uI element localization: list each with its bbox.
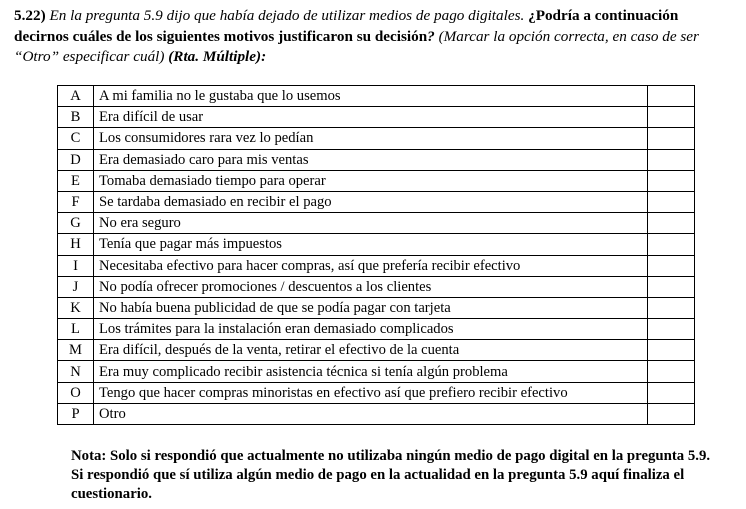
option-text: Era muy complicado recibir asistencia técnica si tenía algún problema (94, 361, 648, 382)
option-row-l (58, 319, 695, 340)
option-row-o (58, 382, 695, 403)
option-answer-cell[interactable] (648, 234, 695, 255)
question-number: 5.22) (14, 7, 46, 24)
option-row-m (58, 340, 695, 361)
options-table (57, 85, 695, 425)
option-text: No había buena publicidad de que se podía pagar con tarjeta (94, 297, 648, 318)
option-row-g (58, 213, 695, 234)
option-letter: H (58, 234, 94, 255)
option-text: Los trámites para la instalación eran demasiado complicados (94, 319, 648, 340)
question-rta: (Rta. Múltiple): (168, 48, 267, 65)
option-text: No era seguro (94, 213, 648, 234)
option-answer-cell[interactable] (648, 128, 695, 149)
option-answer-cell[interactable] (648, 403, 695, 424)
option-answer-cell[interactable] (648, 382, 695, 403)
option-text: Era difícil, después de la venta, retirar el efectivo de la cuenta (94, 340, 648, 361)
option-row-p (58, 403, 695, 424)
option-answer-cell[interactable] (648, 191, 695, 212)
option-answer-cell[interactable] (648, 255, 695, 276)
option-text: Otro (94, 403, 648, 424)
option-letter: C (58, 128, 94, 149)
option-text: Los consumidores rara vez lo pedían (94, 128, 648, 149)
option-answer-cell[interactable] (648, 361, 695, 382)
option-answer-cell[interactable] (648, 149, 695, 170)
question-ask: ¿Podría a continuación decirnos cuáles de los siguientes motivos justificaron su decisión (14, 7, 679, 45)
option-letter: L (58, 319, 94, 340)
option-row-e (58, 170, 695, 191)
option-letter: J (58, 276, 94, 297)
option-row-k (58, 297, 695, 318)
option-answer-cell[interactable] (648, 86, 695, 107)
option-letter: K (58, 297, 94, 318)
option-text: Se tardaba demasiado en recibir el pago (94, 191, 648, 212)
option-letter: E (58, 170, 94, 191)
question-intro: En la pregunta 5.9 dijo que había dejado de utilizar medios de pago digitales. (45, 7, 529, 24)
question-mark: ? (427, 27, 435, 45)
option-answer-cell[interactable] (648, 276, 695, 297)
option-letter: P (58, 403, 94, 424)
option-row-c (58, 128, 695, 149)
option-text: A mi familia no le gustaba que lo usemos (94, 86, 648, 107)
option-row-j (58, 276, 695, 297)
option-row-n (58, 361, 695, 382)
options-table-body (58, 86, 695, 425)
option-row-i (58, 255, 695, 276)
option-row-d (58, 149, 695, 170)
option-text: Necesitaba efectivo para hacer compras, así que prefería recibir efectivo (94, 255, 648, 276)
option-answer-cell[interactable] (648, 297, 695, 318)
option-row-f (58, 191, 695, 212)
option-answer-cell[interactable] (648, 170, 695, 191)
option-answer-cell[interactable] (648, 319, 695, 340)
option-text: Tomaba demasiado tiempo para operar (94, 170, 648, 191)
option-letter: I (58, 255, 94, 276)
option-row-a (58, 86, 695, 107)
option-text: Tengo que hacer compras minoristas en efectivo así que prefiero recibir efectivo (94, 382, 648, 403)
note-text: Nota: Solo si respondió que actualmente no utilizaba ningún medio de pago digital en la pregunta 5.9. Si respondió que sí utiliza algún medio de pago en la actualidad en la pregunta 5.9 aquí finaliza el cuestionario. (71, 448, 711, 502)
option-letter: N (58, 361, 94, 382)
option-row-h (58, 234, 695, 255)
option-answer-cell[interactable] (648, 213, 695, 234)
option-answer-cell[interactable] (648, 107, 695, 128)
option-letter: F (58, 191, 94, 212)
question-instruction: (Marcar la opción correcta, en caso de ser “Otro” especificar cuál) (14, 27, 699, 65)
option-text: Era demasiado caro para mis ventas (94, 149, 648, 170)
option-letter: O (58, 382, 94, 403)
option-text: No podía ofrecer promociones / descuentos a los clientes (94, 276, 648, 297)
option-answer-cell[interactable] (648, 340, 695, 361)
option-text: Tenía que pagar más impuestos (94, 234, 648, 255)
option-letter: M (58, 340, 94, 361)
option-letter: G (58, 213, 94, 234)
option-letter: A (58, 86, 94, 107)
option-letter: B (58, 107, 94, 128)
option-text: Era difícil de usar (94, 107, 648, 128)
option-letter: D (58, 149, 94, 170)
question-text (14, 6, 729, 68)
option-row-b (58, 107, 695, 128)
